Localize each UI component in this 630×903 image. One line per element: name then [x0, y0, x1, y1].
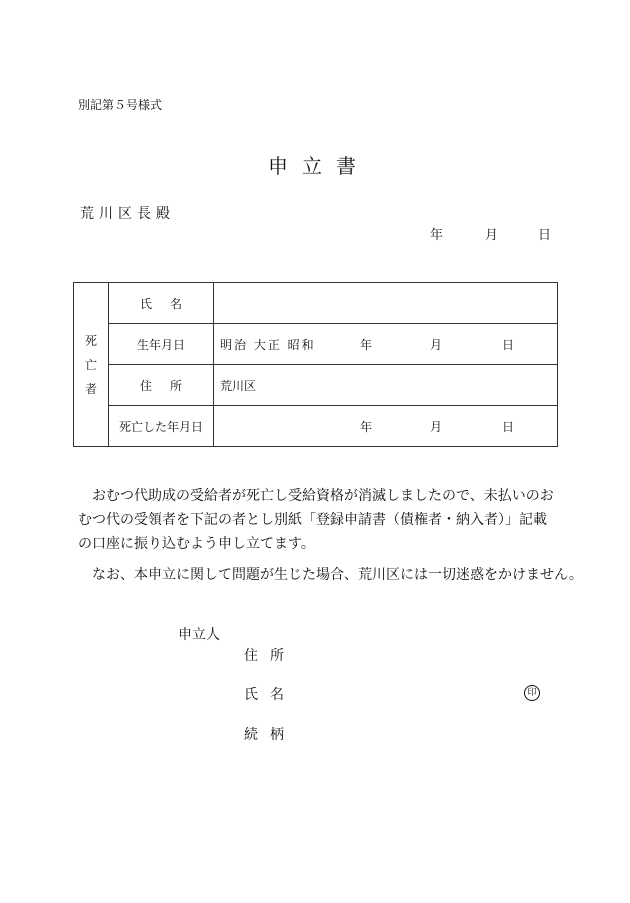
date-month-label: 月 — [485, 228, 499, 243]
form-number: 別記第５号様式 — [78, 98, 163, 112]
applicant-relation-label: 続柄 — [244, 727, 296, 743]
address-label: 住所 — [139, 378, 200, 393]
birth-label-cell — [109, 324, 214, 365]
birth-eras: 明治 大正 昭和 — [220, 338, 316, 352]
body-paragraph-2: なお、本申立に関して問題が生じた場合、荒川区には一切迷惑をかけません。 — [92, 567, 583, 583]
death-year-label: 年 — [360, 420, 373, 434]
death-month-label: 月 — [430, 420, 443, 434]
birth-month-label: 月 — [430, 338, 443, 352]
address-label-cell — [109, 365, 214, 406]
date-year-label: 年 — [430, 228, 444, 243]
name-label: 氏名 — [139, 296, 200, 311]
deceased-group-label — [74, 283, 109, 447]
group-char-2: 亡 — [84, 357, 97, 372]
birth-year-label: 年 — [360, 338, 373, 352]
address-value: 荒川区 — [220, 379, 257, 393]
name-value-cell[interactable] — [214, 283, 558, 324]
death-date-value-cell[interactable] — [214, 406, 558, 447]
birth-day-label: 日 — [502, 338, 515, 352]
birth-label: 生年月日 — [136, 337, 185, 352]
birth-value-cell[interactable] — [214, 324, 558, 365]
applicant-name-label: 氏名 — [244, 687, 296, 703]
death-date-label: 死亡した年月日 — [118, 419, 203, 434]
death-day-label: 日 — [502, 420, 515, 434]
addressee: 荒川区長殿 — [80, 206, 175, 222]
group-char-1: 死 — [84, 333, 97, 348]
group-char-3: 者 — [84, 381, 97, 396]
address-value-cell[interactable] — [214, 365, 558, 406]
applicant-address-label: 住所 — [244, 648, 296, 664]
seal-mark: 印 — [524, 685, 540, 701]
page-title: 申立書 — [268, 154, 370, 178]
date-day-label: 日 — [538, 228, 552, 243]
death-date-label-cell — [109, 406, 214, 447]
applicant-heading: 申立人 — [178, 627, 220, 643]
name-label-cell — [109, 283, 214, 324]
body-paragraph-1: おむつ代助成の受給者が死亡し受給資格が消滅しましたので、未払いのおむつ代の受領者を下記の者とし別紙「登録申請書（債権者・納入者）」記載の口座に振り込むよう申し立てます。 — [78, 488, 554, 552]
deceased-info-table — [73, 282, 558, 447]
